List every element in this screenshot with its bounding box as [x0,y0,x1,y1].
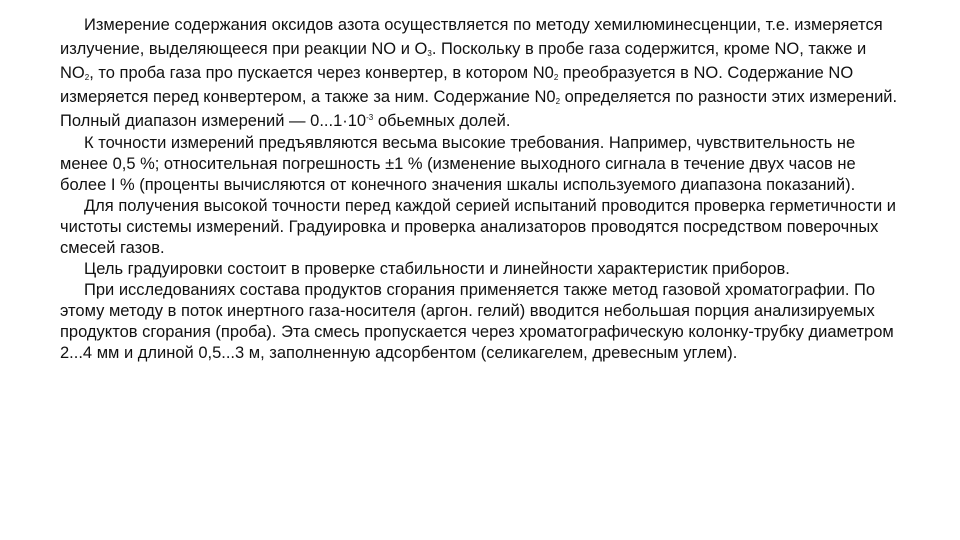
subscript-2: 2 [553,73,559,82]
paragraph-accuracy-requirements: К точности измерений предъявляются весьма высокие требования. Например, чувствительность не менее 0,5 %; относительная погрешность ±1 % (изменение выходного сигнала в течение двух часов не более I % (проценты вычисляются от конечного значения шкалы используемого диапазона показаний). [60,134,856,194]
document-body [60,13,900,364]
paragraph-1-text-5: определяется по разности этих измерений. Полный диапазон измерений — 0...1·10 [60,88,898,130]
paragraph-calibration-goal: Цель градуировки состоит в проверке стабильности и линейности характеристик приборов. [84,260,790,278]
paragraph-1-text-1: Измерение содержания оксидов азота осуществляется по методу хемилюминесценции, т.е. измеряется излучение, выделяющееся при реакции NO и O [60,16,883,58]
paragraph-gas-chromatography: При исследованиях состава продуктов сгорания применяется также метод газовой хроматографии. По этому методу в поток инертного газа-носителя (аргон. гелий) вводится небольшая порция анализируемых продуктов сгорания (проба). Эта смесь пропускается через хроматографическую колонку-трубку диаметром 2...4 мм и длиной 0,5...3 м, заполненную адсорбентом (селикагелем, древесным углем). [60,281,894,362]
subscript-2: 2 [84,73,90,82]
subscript-2: 2 [555,97,561,106]
paragraph-1-text-2: . Поскольку в пробе газа содержится, кроме NO, также и NO [60,40,867,82]
paragraph-1-text-3: , то проба газа про пускается через конвертер, в котором N0 [89,64,554,82]
paragraph-1-text-4: преобразуется в NO. Содержание NO измеряется перед конвертером, а также за ним. Содержание N0 [60,64,854,106]
superscript-exponent: -3 [366,113,374,122]
paragraph-precision-checks: Для получения высокой точности перед каждой серией испытаний проводится проверка герметичности и чистоты системы измерений. Градуировка и проверка анализаторов проводятся посредством поверочных смесей газов. [60,197,897,257]
paragraph-1-text-6: обьемных долей. [373,112,511,130]
paragraph-nox-measurement [60,13,900,133]
subscript-3: 3 [427,49,432,58]
